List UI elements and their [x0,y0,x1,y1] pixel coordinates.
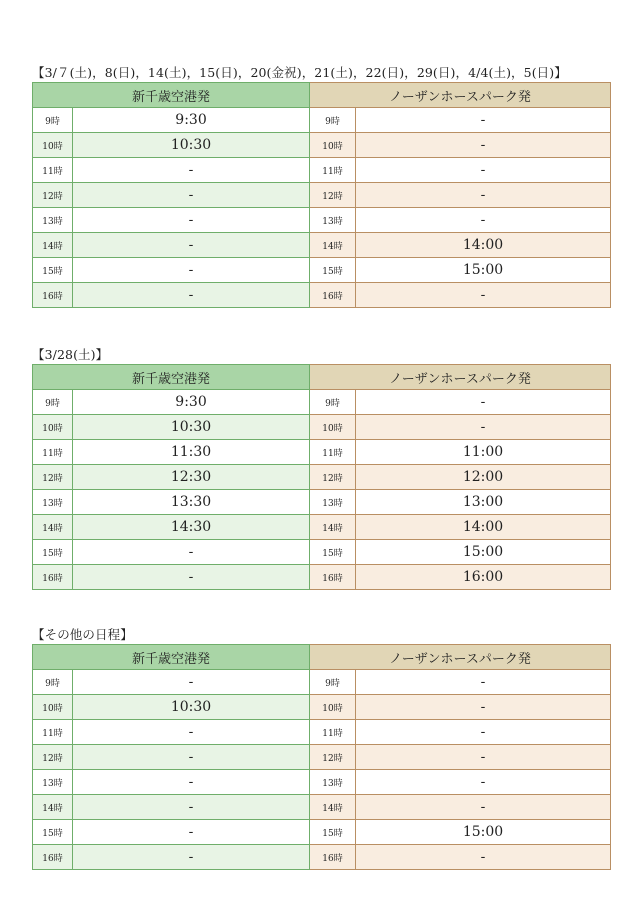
departure-time-cell: 9:30 [73,390,310,415]
hour-cell: 11時 [310,440,356,465]
departure-time-cell: 16:00 [356,565,611,590]
hour-cell: 10時 [310,695,356,720]
hour-cell: 15時 [310,820,356,845]
departure-time-cell: - [73,158,310,183]
hour-cell: 9時 [310,390,356,415]
departure-time-cell: - [356,133,611,158]
hour-cell: 14時 [33,515,73,540]
departure-time-cell: - [73,670,310,695]
table-row [33,695,611,720]
hour-cell: 15時 [33,540,73,565]
hour-cell: 10時 [33,415,73,440]
departure-time-cell: - [73,283,310,308]
header-northern-horse-park-departure: ノーザンホースパーク発 [310,83,611,108]
table-header-row [33,83,611,108]
timetable [32,644,611,870]
departure-time-cell: 10:30 [73,133,310,158]
hour-cell: 14時 [33,233,73,258]
hour-cell: 15時 [33,258,73,283]
table-row [33,183,611,208]
table-row [33,515,611,540]
section-title: 【3/28(土)】 [32,347,109,362]
departure-time-cell: - [356,158,611,183]
header-new-chitose-departure: 新千歳空港発 [33,365,310,390]
departure-time-cell: - [356,208,611,233]
hour-cell: 13時 [310,490,356,515]
departure-time-cell: - [73,770,310,795]
departure-time-cell: - [356,283,611,308]
table-row [33,745,611,770]
hour-cell: 12時 [310,465,356,490]
departure-time-cell: 13:30 [73,490,310,515]
departure-time-cell: - [356,745,611,770]
hour-cell: 13時 [310,770,356,795]
timetable [32,82,611,308]
table-row [33,133,611,158]
hour-cell: 10時 [310,415,356,440]
hour-cell: 11時 [310,720,356,745]
header-northern-horse-park-departure: ノーザンホースパーク発 [310,645,611,670]
departure-time-cell: 15:00 [356,820,611,845]
hour-cell: 11時 [33,720,73,745]
schedule-section-2 [32,346,610,590]
table-row [33,258,611,283]
table-row [33,540,611,565]
table-row [33,208,611,233]
hour-cell: 9時 [33,390,73,415]
header-northern-horse-park-departure: ノーザンホースパーク発 [310,365,611,390]
departure-time-cell: 14:00 [356,515,611,540]
table-header-row [33,365,611,390]
hour-cell: 9時 [33,108,73,133]
hour-cell: 14時 [310,233,356,258]
schedule-section-1 [32,64,610,308]
hour-cell: 16時 [310,845,356,870]
table-row [33,440,611,465]
departure-time-cell: - [356,108,611,133]
departure-time-cell: - [356,795,611,820]
departure-time-cell: 14:00 [356,233,611,258]
hour-cell: 11時 [310,158,356,183]
table-row [33,770,611,795]
table-row [33,108,611,133]
departure-time-cell: - [73,820,310,845]
hour-cell: 9時 [310,108,356,133]
schedule-section-3 [32,626,610,870]
departure-time-cell: - [356,670,611,695]
departure-time-cell: 14:30 [73,515,310,540]
hour-cell: 11時 [33,440,73,465]
table-row [33,820,611,845]
departure-time-cell: 12:00 [356,465,611,490]
hour-cell: 12時 [310,745,356,770]
table-row [33,720,611,745]
departure-time-cell: - [356,770,611,795]
hour-cell: 11時 [33,158,73,183]
departure-time-cell: - [73,745,310,770]
table-header-row [33,645,611,670]
table-row [33,283,611,308]
hour-cell: 14時 [310,795,356,820]
departure-time-cell: 12:30 [73,465,310,490]
section-title: 【3/７(土)，8(日)，14(土)，15(日)，20(金祝)，21(土)，22(日)，29(日)，4/4(土)，5(日)】 [32,65,567,80]
departure-time-cell: - [356,390,611,415]
hour-cell: 9時 [33,670,73,695]
hour-cell: 13時 [310,208,356,233]
departure-time-cell: - [356,183,611,208]
departure-time-cell: 9:30 [73,108,310,133]
hour-cell: 12時 [33,465,73,490]
departure-time-cell: - [73,258,310,283]
hour-cell: 16時 [33,845,73,870]
departure-time-cell: - [73,540,310,565]
header-new-chitose-departure: 新千歳空港発 [33,645,310,670]
hour-cell: 16時 [310,283,356,308]
hour-cell: 12時 [310,183,356,208]
departure-time-cell: - [73,565,310,590]
hour-cell: 16時 [33,283,73,308]
departure-time-cell: - [73,208,310,233]
hour-cell: 15時 [33,820,73,845]
hour-cell: 15時 [310,258,356,283]
table-row [33,565,611,590]
departure-time-cell: - [73,720,310,745]
table-row [33,415,611,440]
table-row [33,465,611,490]
departure-time-cell: - [356,415,611,440]
departure-time-cell: - [356,845,611,870]
departure-time-cell: - [356,695,611,720]
departure-time-cell: 11:00 [356,440,611,465]
departure-time-cell: - [73,845,310,870]
timetable [32,364,611,590]
table-row [33,670,611,695]
table-row [33,233,611,258]
departure-time-cell: - [356,720,611,745]
table-row [33,390,611,415]
departure-time-cell: 15:00 [356,540,611,565]
hour-cell: 12時 [33,745,73,770]
departure-time-cell: 10:30 [73,415,310,440]
hour-cell: 13時 [33,490,73,515]
table-row [33,490,611,515]
departure-time-cell: 13:00 [356,490,611,515]
table-row [33,845,611,870]
hour-cell: 12時 [33,183,73,208]
departure-time-cell: 15:00 [356,258,611,283]
hour-cell: 13時 [33,208,73,233]
hour-cell: 15時 [310,540,356,565]
hour-cell: 16時 [33,565,73,590]
table-row [33,795,611,820]
table-row [33,158,611,183]
hour-cell: 14時 [33,795,73,820]
departure-time-cell: 10:30 [73,695,310,720]
departure-time-cell: 11:30 [73,440,310,465]
header-new-chitose-departure: 新千歳空港発 [33,83,310,108]
hour-cell: 9時 [310,670,356,695]
departure-time-cell: - [73,183,310,208]
departure-time-cell: - [73,233,310,258]
hour-cell: 10時 [33,133,73,158]
departure-time-cell: - [73,795,310,820]
section-title: 【その他の日程】 [32,627,133,642]
hour-cell: 10時 [310,133,356,158]
hour-cell: 10時 [33,695,73,720]
hour-cell: 14時 [310,515,356,540]
hour-cell: 16時 [310,565,356,590]
hour-cell: 13時 [33,770,73,795]
